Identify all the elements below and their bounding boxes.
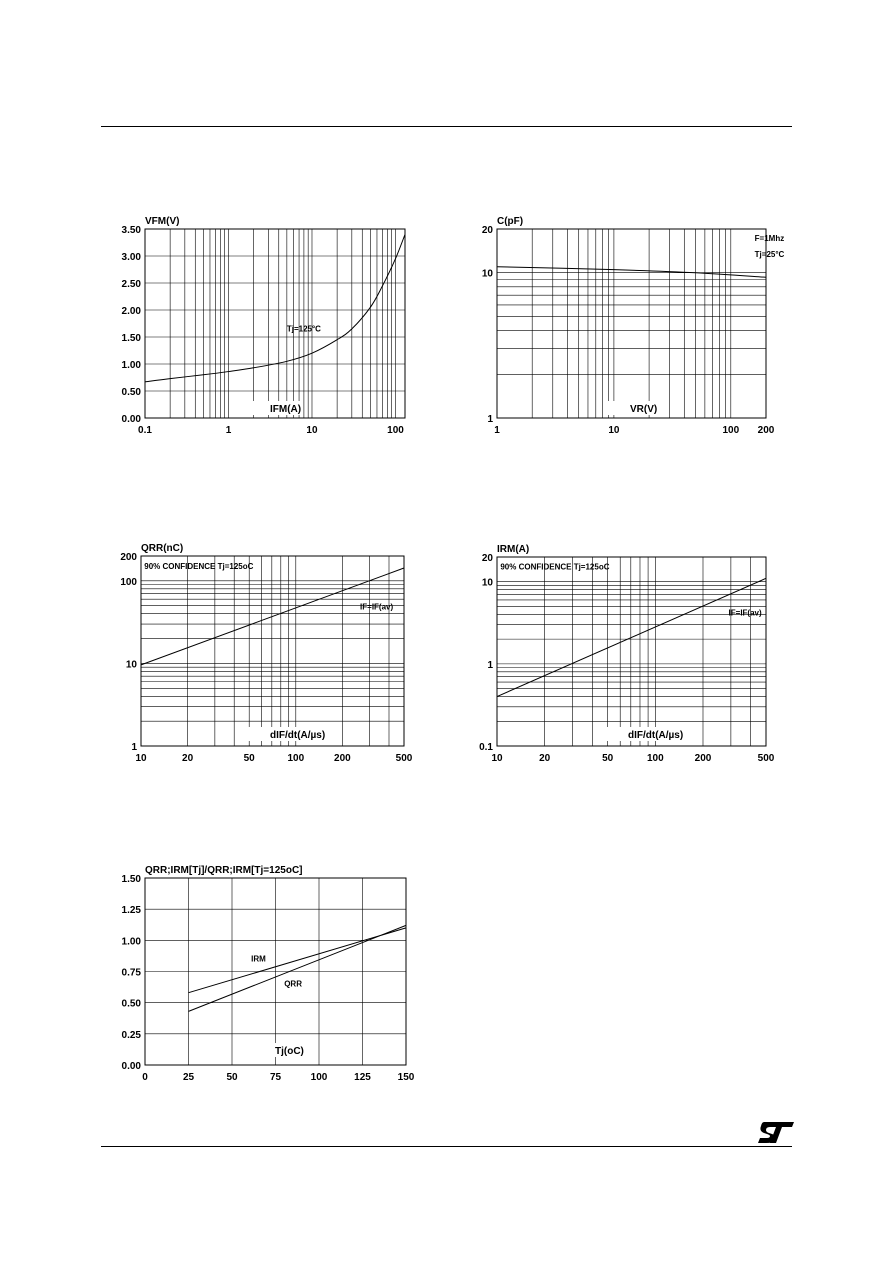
y-tick-label: 20 <box>481 553 493 564</box>
x-axis-title: dIF/dt(A/µs) <box>270 730 326 741</box>
y-tick-label: 20 <box>481 225 493 236</box>
x-tick-label: 200 <box>757 425 775 436</box>
x-tick-label: 0.1 <box>138 425 152 436</box>
x-tick-label: 10 <box>306 425 318 436</box>
annotation-label: Tj=125°C <box>286 324 321 334</box>
chart-cap <box>482 216 785 436</box>
y-tick-label: 200 <box>120 552 137 563</box>
x-tick-label: 20 <box>182 753 194 764</box>
y-tick-label: 0.50 <box>121 387 141 398</box>
annotation-label: IRM <box>251 954 266 964</box>
y-tick-label: 0.25 <box>121 1029 141 1041</box>
y-tick-label: 1.50 <box>121 333 141 344</box>
annotation-label: 90% CONFIDENCE Tj=125oC <box>144 561 254 571</box>
y-tick-label: 0.50 <box>121 998 141 1010</box>
x-tick-label: 100 <box>722 425 740 436</box>
annotation-label: IF=IF(av) <box>728 608 762 618</box>
annotation-label: 90% CONFIDENCE Tj=125oC <box>500 562 610 572</box>
x-tick-label: 25 <box>182 1072 195 1083</box>
st-logo-icon <box>756 1118 796 1146</box>
x-tick-label: 1 <box>225 425 232 436</box>
y-tick-label: 1.00 <box>121 936 141 948</box>
x-axis-title: dIF/dt(A/µs) <box>628 730 684 741</box>
x-tick-label: 125 <box>354 1072 371 1083</box>
x-tick-label: 50 <box>602 753 614 764</box>
x-tick-label: 200 <box>334 753 351 764</box>
y-axis-title: QRR;IRM[Tj]/QRR;IRM[Tj=125oC] <box>145 865 303 876</box>
x-tick-label: 20 <box>539 753 551 764</box>
y-tick-label: 10 <box>481 268 493 280</box>
y-tick-label: 10 <box>481 577 493 589</box>
x-axis-title: Tj(oC) <box>275 1046 304 1057</box>
x-tick-label: 0 <box>142 1072 148 1083</box>
x-tick-label: 500 <box>395 753 413 764</box>
chart-irm <box>479 544 775 764</box>
y-tick-label: 10 <box>125 659 137 671</box>
y-tick-label: 1.00 <box>121 360 141 371</box>
chart-qrr <box>120 543 412 764</box>
y-axis-title: VFM(V) <box>145 216 180 227</box>
x-tick-label: 100 <box>310 1072 328 1083</box>
annotation-label: F=1Mhz <box>754 234 785 244</box>
x-tick-label: 200 <box>694 753 712 764</box>
chart-tj <box>122 865 415 1083</box>
x-tick-label: 100 <box>287 753 305 764</box>
y-tick-label: 1.25 <box>121 905 141 917</box>
series-line-qrr <box>189 925 407 1011</box>
annotation-label: IF=IF(av) <box>360 602 394 612</box>
x-tick-label: 10 <box>608 425 620 436</box>
y-tick-label: 3.50 <box>121 225 141 236</box>
x-tick-label: 50 <box>243 753 255 764</box>
x-tick-label: 1 <box>494 425 500 436</box>
annotation-label: QRR <box>284 979 302 989</box>
x-tick-label: 100 <box>387 425 404 436</box>
x-tick-label: 150 <box>397 1072 415 1083</box>
series-line-0 <box>141 568 404 665</box>
x-tick-label: 100 <box>646 753 664 764</box>
chart-vfm <box>122 216 405 436</box>
y-tick-label: 3.00 <box>121 252 141 263</box>
y-tick-label: 100 <box>120 576 137 588</box>
series-line-0 <box>145 234 405 381</box>
x-axis-title: VR(V) <box>630 404 658 415</box>
y-tick-label: 2.00 <box>121 306 141 317</box>
y-tick-label: 0.00 <box>121 1061 141 1072</box>
y-tick-label: 1 <box>487 414 493 425</box>
y-tick-label: 1.50 <box>121 874 141 885</box>
x-tick-label: 75 <box>269 1072 282 1083</box>
x-tick-label: 500 <box>757 753 775 764</box>
y-tick-label: 1 <box>131 742 137 753</box>
x-axis-title: IFM(A) <box>270 404 302 415</box>
y-tick-label: 0.75 <box>121 967 141 979</box>
series-line-0 <box>497 578 766 696</box>
y-tick-label: 2.50 <box>121 279 141 290</box>
y-axis-title: C(pF) <box>497 216 524 227</box>
x-tick-label: 50 <box>226 1072 238 1083</box>
y-axis-title: IRM(A) <box>497 544 530 555</box>
y-tick-label: 0.00 <box>121 414 141 425</box>
x-tick-label: 10 <box>135 753 147 764</box>
plot-frame <box>145 229 405 418</box>
x-tick-label: 10 <box>491 753 503 764</box>
y-axis-title: QRR(nC) <box>141 543 184 554</box>
annotation-label: Tj=25°C <box>754 250 785 260</box>
y-tick-label: 1 <box>487 659 493 671</box>
y-tick-label: 0.1 <box>479 742 493 753</box>
